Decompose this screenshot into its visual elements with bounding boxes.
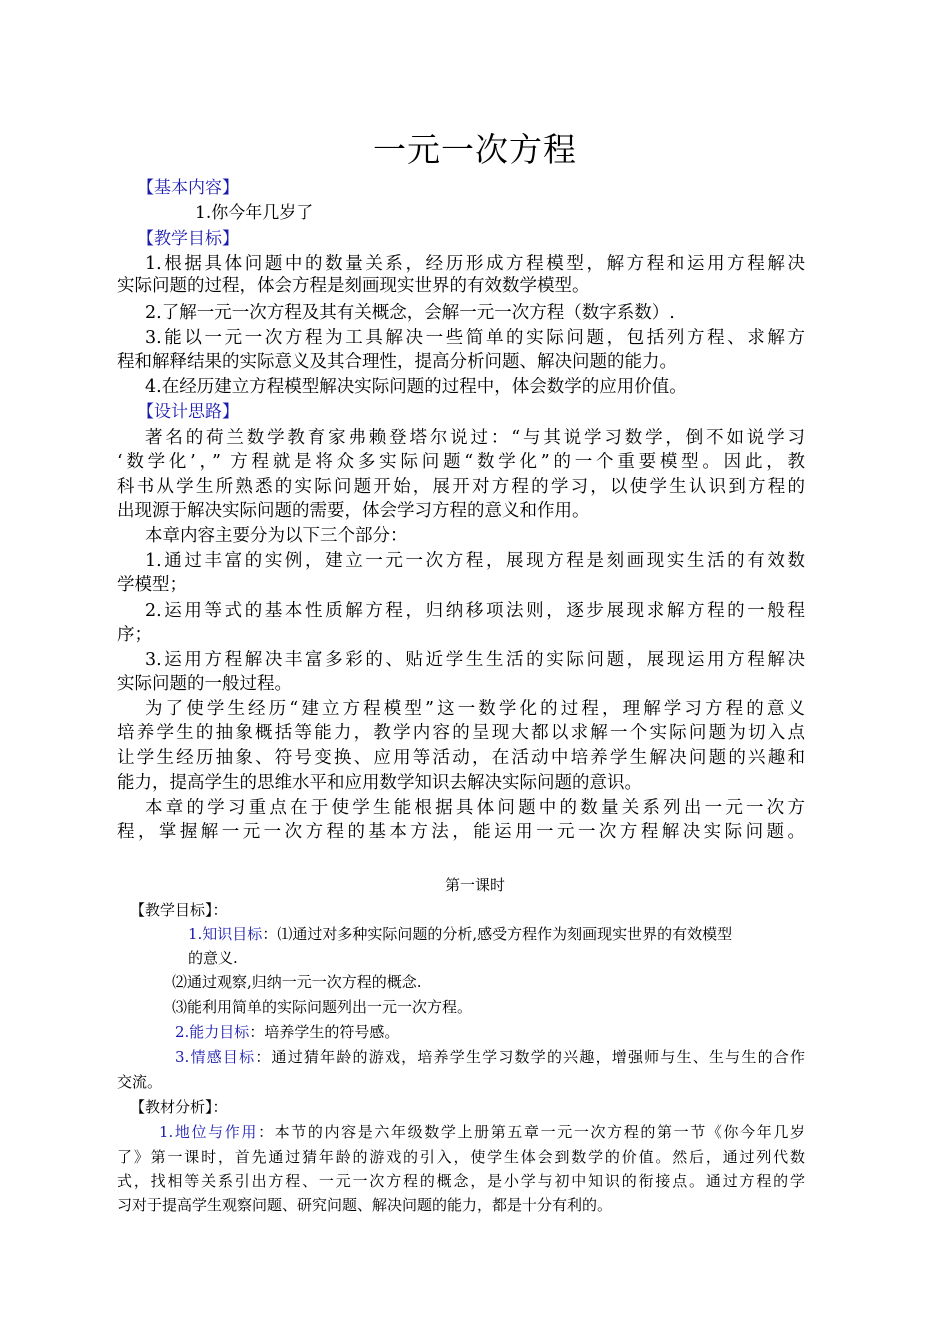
design-line: 实际问题的一般过程。 (117, 674, 292, 694)
ability-goal-text: ：培养学生的符号感。 (249, 1023, 400, 1041)
emotion-goal-cont: 交流。 (117, 1073, 163, 1091)
lesson-title: 第一课时 (444, 876, 505, 894)
section-heading-design: 【设计思路】 (137, 402, 239, 422)
goals-line: 2.了解一元一次方程及其有关概念，会解一元一次方程（数字系数）. (145, 303, 675, 323)
design-line: 培养学生的抽象概括等能力，教学内容的呈现大都以求解一个实际问题为切入点 (117, 723, 805, 743)
emotion-goal-label: 3.情感目标 (175, 1048, 256, 1066)
position-role-cont: 了》第一课时，首先通过猜年龄的游戏的引入，使学生体会到数学的价值。然后，通过列代数 (117, 1148, 805, 1166)
goals-line: 3.能以一元一次方程为工具解决一些简单的实际问题，包括列方程、求解方 (145, 328, 805, 348)
knowledge-goal-3: ⑶能利用简单的实际问题列出一元一次方程。 (172, 998, 473, 1016)
basic-item: 1.你今年几岁了 (195, 203, 314, 223)
goals-line: 1.根据具体问题中的数量关系，经历形成方程模型，解方程和运用方程解决 (145, 254, 805, 274)
design-line: 本章内容主要分为以下三个部分： (145, 526, 408, 546)
knowledge-goal-cont: 的意义. (188, 949, 238, 967)
design-line: 3.运用方程解决丰富多彩的、贴近学生生活的实际问题，展现运用方程解决 (145, 650, 805, 670)
design-line: 序； (117, 625, 152, 645)
position-role-label: 1.地位与作用 (159, 1123, 259, 1141)
emotion-goal-line (175, 1047, 805, 1067)
ability-goal-label: 2.能力目标 (175, 1023, 250, 1041)
position-role-line (159, 1122, 805, 1142)
design-line: 能力，提高学生的思维水平和应用数学知识去解决实际问题的意识。 (117, 773, 642, 793)
design-line: 学模型； (117, 575, 187, 595)
goals-line: 程和解释结果的实际意义及其合理性，提高分析问题、解决问题的能力。 (117, 352, 677, 372)
design-line: 著名的荷兰数学教育家弗赖登塔尔说过：“与其说学习数学，倒不如说学习 (145, 428, 805, 448)
design-line: 本章的学习重点在于使学生能根据具体问题中的数量关系列出一元一次方 (145, 798, 805, 818)
design-line: 科书从学生所熟悉的实际问题开始，展开对方程的学习，以使学生认识到方程的 (117, 477, 805, 497)
design-line: 2.运用等式的基本性质解方程，归纳移项法则，逐步展现求解方程的一般程 (145, 601, 805, 621)
document-title: 一元一次方程 (373, 130, 577, 169)
position-role-cont: 习对于提高学生观察问题、研究问题、解决问题的能力，都是十分有利的。 (117, 1196, 613, 1214)
goals-line: 4.在经历建立方程模型解决实际问题的过程中，体会数学的应用价值。 (145, 377, 687, 397)
goals-line: 实际问题的过程，体会方程是刻画现实世界的有效数学模型。 (117, 276, 590, 296)
knowledge-goal-label: 1.知识目标 (188, 925, 263, 943)
knowledge-goal-line (188, 924, 805, 944)
design-line: 1.通过丰富的实例，建立一元一次方程，展现方程是刻画现实生活的有效数 (145, 551, 805, 571)
design-line: 为了使学生经历“建立方程模型”这一数学化的过程，理解学习方程的意义 (145, 699, 805, 719)
ability-goal-line (175, 1022, 399, 1042)
design-line: ‘数学化’，” 方程就是将众多实际问题“数学化”的一个重要模型。因此，教 (117, 452, 805, 472)
emotion-goal-text: ：通过猜年龄的游戏，培养学生学习数学的兴趣，增强师与生、生与生的合作 (255, 1048, 805, 1066)
design-line: 让学生经历抽象、符号变换、应用等活动，在活动中培养学生解决问题的兴趣和 (117, 748, 805, 768)
design-line: 出现源于解决实际问题的需要，体会学习方程的意义和作用。 (117, 501, 590, 521)
position-role-cont: 式，找相等关系引出方程、一元一次方程的概念，是小学与初中知识的衔接点。通过方程的学 (117, 1172, 805, 1190)
knowledge-goal-2: ⑵通过观察,归纳一元一次方程的概念. (172, 973, 422, 991)
knowledge-goal-text: ：⑴通过对多种实际问题的分析,感受方程作为刻画现实世界的有效模型 (262, 925, 733, 943)
analysis-heading: 【教材分析】： (130, 1098, 228, 1116)
design-line: 程，掌握解一元一次方程的基本方法，能运用一元一次方程解决实际问题。 (117, 822, 805, 842)
position-role-text: ：本节的内容是六年级数学上册第五章一元一次方程的第一节《你今年几岁 (258, 1123, 806, 1141)
section-heading-basic: 【基本内容】 (137, 178, 239, 198)
section-heading-goals: 【教学目标】 (137, 229, 239, 249)
lesson-goals-heading: 【教学目标】： (130, 901, 228, 919)
